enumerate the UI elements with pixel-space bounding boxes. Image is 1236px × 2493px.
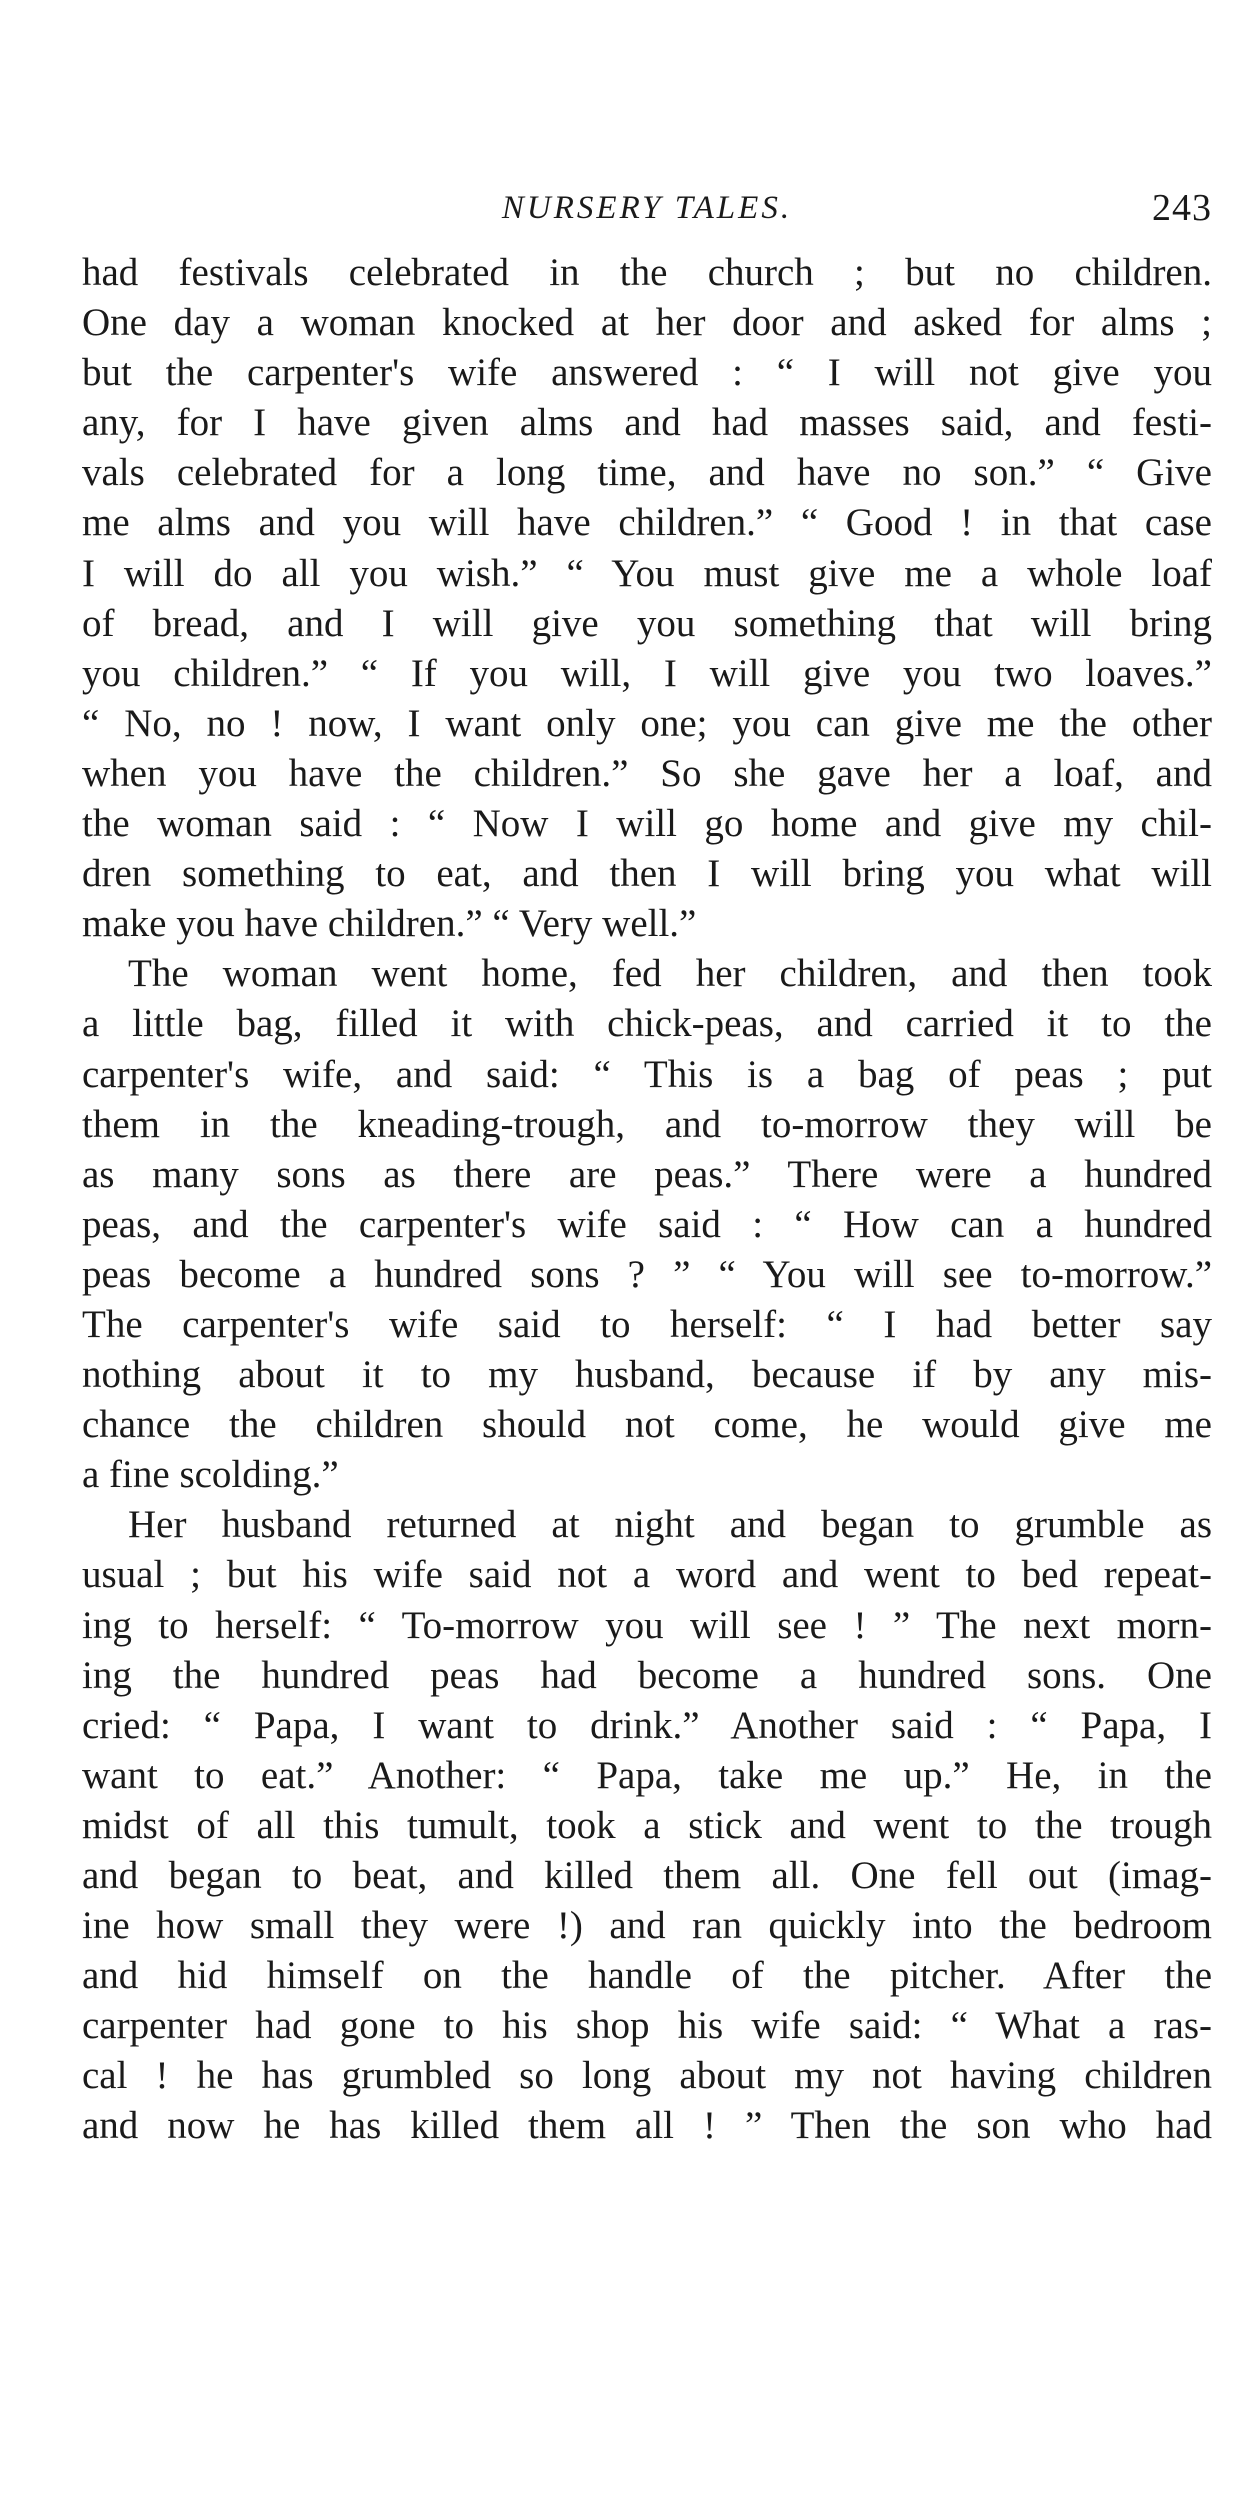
text-line: and began to beat, and killed them all. One fell out (imag- bbox=[82, 1854, 1212, 1897]
text-line: the woman said : “ Now I will go home and give my chil- bbox=[82, 802, 1212, 846]
text-line: but the carpenter's wife answered : “ I will not give you bbox=[82, 351, 1212, 395]
text-line: The woman went home, fed her children, and then took bbox=[128, 952, 1212, 996]
text-line: peas become a hundred sons ? ” “ You will see to-morrow.” bbox=[82, 1252, 1212, 1296]
text-line: you children.” “ If you will, I will give you two loaves.” bbox=[82, 651, 1212, 695]
running-title: NURSERY TALES. bbox=[501, 190, 793, 226]
text-line: any, for I have given alms and had masses said, and festi- bbox=[82, 401, 1212, 445]
text-line: and now he has killed them all ! ” Then the son who had bbox=[82, 2104, 1212, 2148]
text-line: peas, and the carpenter's wife said : “ How can a hundred bbox=[82, 1202, 1212, 1246]
text-line: me alms and you will have children.” “ Good ! in that case bbox=[82, 501, 1212, 545]
text-line: a fine scolding.” bbox=[82, 1453, 339, 1497]
text-line: a little bag, filled it with chick-peas, and carried it to the bbox=[82, 1002, 1212, 1046]
text-line: usual ; but his wife said not a word and went to bed repeat- bbox=[82, 1553, 1212, 1597]
text-line: them in the kneading-trough, and to-morrow they will be bbox=[82, 1102, 1212, 1146]
text-line: ing the hundred peas had become a hundred sons. One bbox=[82, 1653, 1212, 1697]
text-line: ine how small they were !) and ran quickly into the bedroom bbox=[82, 1904, 1212, 1948]
text-line: dren something to eat, and then I will bring you what will bbox=[82, 852, 1212, 896]
text-line: vals celebrated for a long time, and have no son.” “ Give bbox=[82, 451, 1212, 495]
text-line: carpenter had gone to his shop his wife said: “ What a ras- bbox=[82, 2004, 1212, 2048]
text-line: when you have the children.” So she gave her a loaf, and bbox=[82, 751, 1212, 795]
text-line: “ No, no ! now, I want only one; you can give me the other bbox=[82, 701, 1212, 745]
text-line: want to eat.” Another: “ Papa, take me up.” He, in the bbox=[82, 1753, 1212, 1797]
body-text bbox=[82, 248, 1212, 2152]
text-line: I will do all you wish.” “ You must give me a whole loaf bbox=[82, 551, 1212, 595]
text-line: One day a woman knocked at her door and asked for alms ; bbox=[82, 301, 1212, 345]
text-line: as many sons as there are peas.” There were a hundred bbox=[82, 1152, 1212, 1196]
text-line: ing to herself: “ To-morrow you will see ! ” The next morn- bbox=[82, 1603, 1212, 1647]
text-line: The carpenter's wife said to herself: “ I had better say bbox=[82, 1302, 1212, 1346]
text-line: chance the children should not come, he would give me bbox=[82, 1403, 1212, 1447]
text-line: cried: “ Papa, I want to drink.” Another said : “ Papa, I bbox=[82, 1703, 1212, 1747]
page-number: 243 bbox=[1152, 187, 1212, 229]
text-line: had festivals celebrated in the church ; but no children. bbox=[82, 251, 1212, 294]
text-line: make you have children.” “ Very well.” bbox=[82, 902, 697, 946]
text-line: midst of all this tumult, took a stick and went to the trough bbox=[82, 1803, 1212, 1847]
text-line: Her husband returned at night and began to grumble as bbox=[128, 1503, 1212, 1547]
page-header bbox=[82, 178, 1212, 238]
text-line: of bread, and I will give you something that will bring bbox=[82, 601, 1212, 645]
text-line: nothing about it to my husband, because if by any mis- bbox=[82, 1353, 1212, 1397]
text-line: and hid himself on the handle of the pitcher. After the bbox=[82, 1954, 1212, 1998]
text-line: carpenter's wife, and said: “ This is a bag of peas ; put bbox=[82, 1052, 1212, 1096]
text-line: cal ! he has grumbled so long about my not having children bbox=[82, 2054, 1212, 2098]
